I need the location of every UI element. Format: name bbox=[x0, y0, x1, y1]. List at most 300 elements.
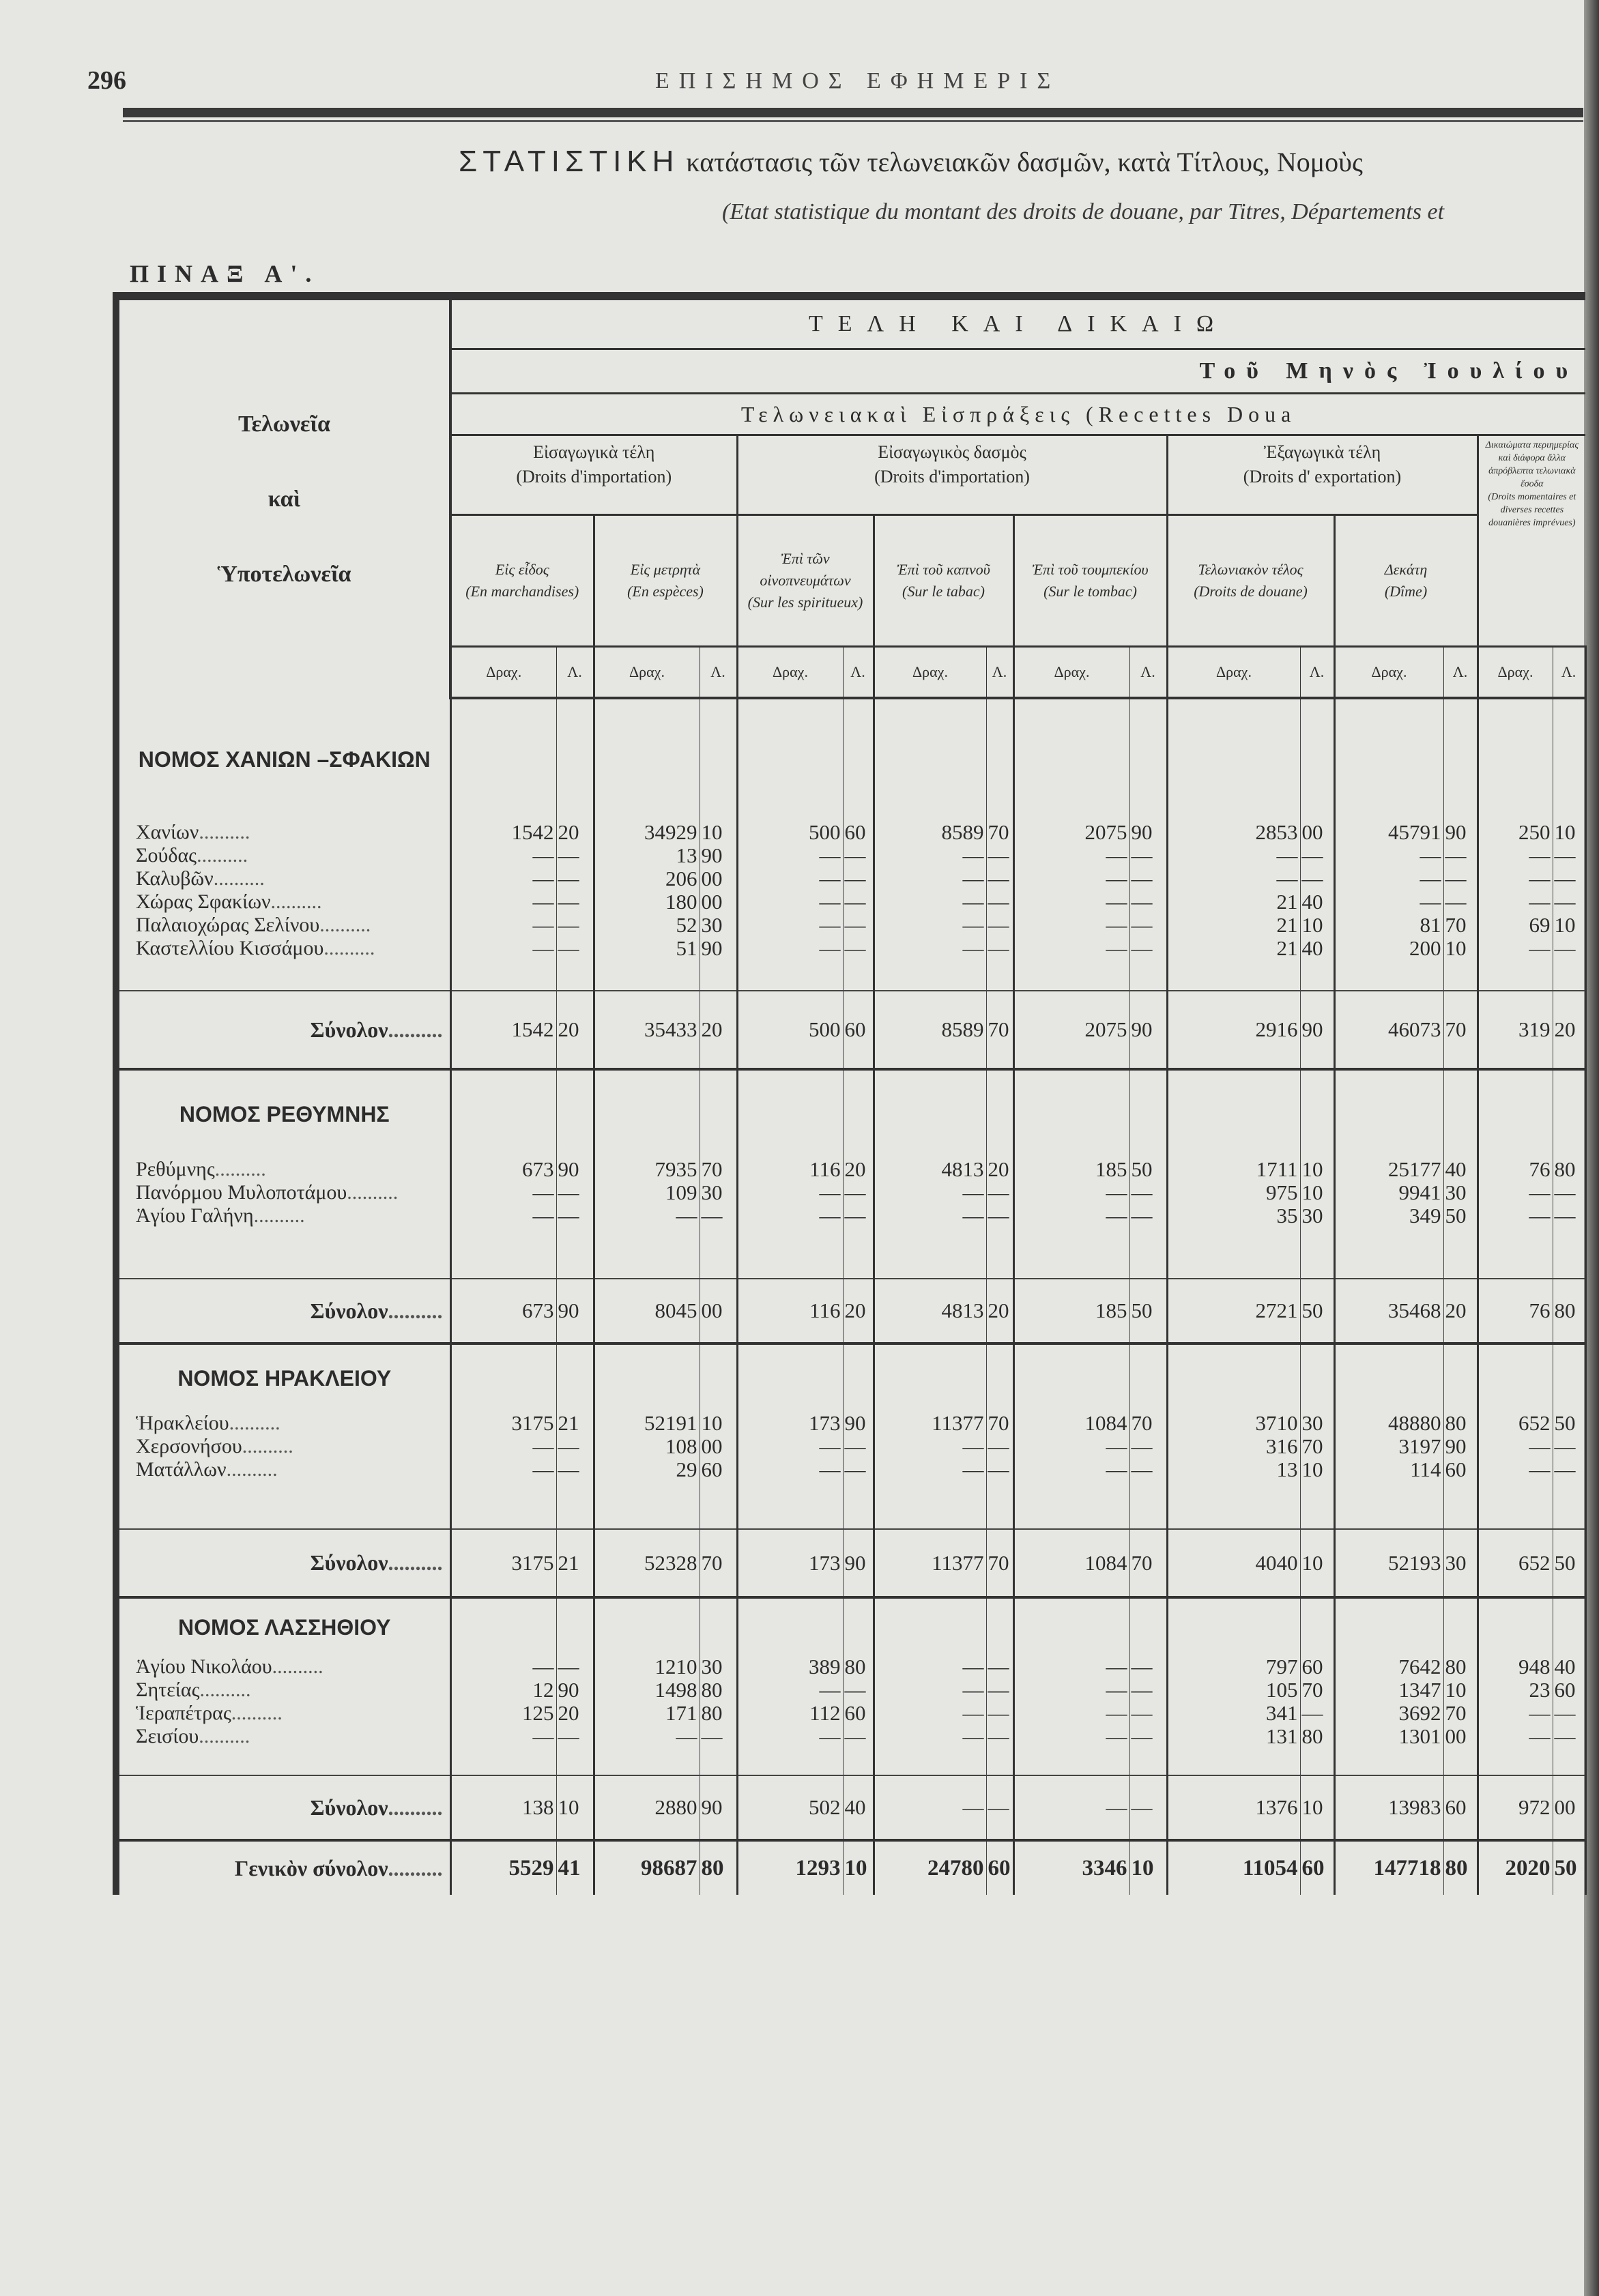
lepta-value: 40 bbox=[1300, 937, 1334, 960]
drachma-value: 1542 bbox=[450, 991, 556, 1069]
lepta-value: — bbox=[556, 937, 594, 960]
empty-cell bbox=[1013, 1227, 1129, 1279]
empty-cell bbox=[556, 1069, 594, 1158]
table-header bbox=[116, 296, 1585, 698]
header-label-line: Τελωνεῖα bbox=[238, 411, 330, 437]
drachma-value: 34929 bbox=[594, 821, 700, 844]
lepta-value: — bbox=[556, 1458, 594, 1481]
empty-cell bbox=[1478, 1227, 1553, 1279]
lepta-value: — bbox=[986, 1435, 1013, 1458]
lepta-value: — bbox=[986, 1679, 1013, 1702]
lepta-value: 10 bbox=[1553, 821, 1585, 844]
lepta-value: — bbox=[1553, 1458, 1585, 1481]
table-row bbox=[116, 844, 1585, 867]
subcolumn-header bbox=[594, 515, 737, 647]
lepta-value: — bbox=[1553, 844, 1585, 867]
drachma-value: 349 bbox=[1334, 1204, 1443, 1227]
office-name: Ρεθύμνης bbox=[136, 1158, 215, 1180]
lepta-value: 80 bbox=[1300, 1725, 1334, 1748]
drachma-value: 21 bbox=[1167, 937, 1300, 960]
empty-cell bbox=[843, 1069, 874, 1158]
empty-cell bbox=[1478, 960, 1553, 991]
unit-drachma: Δραχ. bbox=[1167, 647, 1300, 699]
lepta-value: 80 bbox=[1553, 1279, 1585, 1343]
subcolumn-header bbox=[1013, 515, 1167, 647]
lepta-value: 70 bbox=[700, 1158, 737, 1181]
unit-lepta: Λ. bbox=[1300, 647, 1334, 699]
drachma-value: — bbox=[1013, 1775, 1129, 1840]
empty-cell bbox=[1478, 698, 1553, 821]
drachma-value: 11054 bbox=[1167, 1840, 1300, 1895]
drachma-value: 131 bbox=[1167, 1725, 1300, 1748]
empty-cell bbox=[1553, 1481, 1585, 1529]
empty-cell bbox=[1334, 698, 1443, 821]
lepta-value: 90 bbox=[700, 937, 737, 960]
group-label: Ἐξαγωγικὰ τέλη bbox=[1263, 442, 1381, 462]
drachma-value: 2075 bbox=[1013, 821, 1129, 844]
drachma-value: — bbox=[1013, 1435, 1129, 1458]
drachma-value: — bbox=[1013, 890, 1129, 914]
subtotal-text: Σύνολον bbox=[310, 1298, 388, 1323]
leader-dots: .......... bbox=[199, 1725, 250, 1747]
title-rest: κατάστασις τῶν τελωνειακῶν δασμῶν, κατὰ Τίτλους, Νομοὺς bbox=[686, 147, 1363, 177]
leader-dots: .......... bbox=[388, 1855, 443, 1880]
drachma-value: 48880 bbox=[1334, 1412, 1443, 1435]
empty-cell bbox=[986, 960, 1013, 991]
subtotal-text: Σύνολον bbox=[310, 1017, 388, 1042]
subtotal-text: Σύνολον bbox=[310, 1550, 388, 1575]
document-subtitle: (Etat statistique du montant des droits de douane, par Titres, Départements et bbox=[722, 199, 1445, 224]
table-row bbox=[116, 1204, 1585, 1227]
subcolumn-header bbox=[1167, 515, 1334, 647]
lepta-value: — bbox=[556, 914, 594, 937]
empty-cell bbox=[986, 1343, 1013, 1412]
lepta-value: 90 bbox=[1300, 991, 1334, 1069]
leader-dots: .......... bbox=[214, 1158, 266, 1180]
nomos-header-row bbox=[116, 1343, 1585, 1412]
lepta-value: 20 bbox=[556, 991, 594, 1069]
drachma-value: 4813 bbox=[874, 1279, 986, 1343]
lepta-value: 20 bbox=[843, 1279, 874, 1343]
drachma-value: — bbox=[594, 1725, 700, 1748]
leader-dots: .......... bbox=[388, 1017, 443, 1042]
lepta-value: 60 bbox=[1300, 1840, 1334, 1895]
drachma-value: — bbox=[450, 890, 556, 914]
empty-cell bbox=[556, 1481, 594, 1529]
lepta-value: — bbox=[700, 1204, 737, 1227]
drachma-value: 319 bbox=[1478, 991, 1553, 1069]
empty-cell bbox=[1553, 1343, 1585, 1412]
lepta-value: — bbox=[986, 914, 1013, 937]
unit-lepta: Λ. bbox=[1443, 647, 1478, 699]
drachma-value: 1711 bbox=[1167, 1158, 1300, 1181]
drachma-value: — bbox=[874, 1702, 986, 1725]
drachma-value: — bbox=[737, 914, 843, 937]
empty-cell bbox=[1553, 698, 1585, 821]
lepta-value: — bbox=[556, 890, 594, 914]
drachma-value: 673 bbox=[450, 1158, 556, 1181]
lepta-value: 70 bbox=[986, 1529, 1013, 1597]
empty-cell bbox=[594, 960, 700, 991]
drachma-value: — bbox=[1478, 1181, 1553, 1204]
customs-office-name bbox=[116, 1725, 450, 1748]
customs-office-name bbox=[116, 1679, 450, 1702]
drachma-value: 35433 bbox=[594, 991, 700, 1069]
lepta-value: 00 bbox=[700, 1435, 737, 1458]
drachma-value: 8589 bbox=[874, 991, 986, 1069]
lepta-value: — bbox=[1129, 1181, 1167, 1204]
lepta-value: 50 bbox=[1129, 1279, 1167, 1343]
empty-cell bbox=[700, 1597, 737, 1655]
lepta-value: 70 bbox=[1443, 991, 1478, 1069]
leader-dots: .......... bbox=[319, 914, 371, 936]
drachma-value: 13983 bbox=[1334, 1775, 1443, 1840]
empty-cell bbox=[1443, 1481, 1478, 1529]
drachma-value: 2020 bbox=[1478, 1840, 1553, 1895]
unit-drachma: Δραχ. bbox=[1334, 647, 1443, 699]
drachma-value: — bbox=[1478, 1435, 1553, 1458]
drachma-value: 125 bbox=[450, 1702, 556, 1725]
empty-cell bbox=[450, 1597, 556, 1655]
lepta-value: 41 bbox=[556, 1840, 594, 1895]
drachma-value: — bbox=[1013, 1725, 1129, 1748]
drachma-value: — bbox=[1013, 1655, 1129, 1679]
lepta-value: — bbox=[986, 1702, 1013, 1725]
unit-drachma: Δραχ. bbox=[737, 647, 843, 699]
lepta-value: — bbox=[1129, 844, 1167, 867]
lepta-value: 90 bbox=[556, 1679, 594, 1702]
empty-cell bbox=[1167, 960, 1300, 991]
lepta-value: — bbox=[1129, 1435, 1167, 1458]
group-label-fr: (Droits d' exportation) bbox=[1243, 467, 1402, 486]
lepta-value: 10 bbox=[700, 821, 737, 844]
lepta-value: 20 bbox=[1443, 1279, 1478, 1343]
empty-cell bbox=[737, 960, 843, 991]
drachma-value: — bbox=[874, 1775, 986, 1840]
lepta-value: — bbox=[1129, 1204, 1167, 1227]
unit-lepta: Λ. bbox=[1553, 647, 1585, 699]
lepta-value: 70 bbox=[1300, 1435, 1334, 1458]
gazette-title: ΕΠΙΣΗΜΟΣ ΕΦΗΜΕΡΙΣ bbox=[655, 68, 1061, 93]
drachma-value: 500 bbox=[737, 991, 843, 1069]
nomos-header-row bbox=[116, 698, 1585, 821]
drachma-value: 105 bbox=[1167, 1679, 1300, 1702]
lepta-value: 70 bbox=[1129, 1529, 1167, 1597]
empty-cell bbox=[1013, 698, 1129, 821]
table-row bbox=[116, 1158, 1585, 1181]
drachma-value: — bbox=[1167, 867, 1300, 890]
lepta-value: 60 bbox=[700, 1458, 737, 1481]
lepta-value: — bbox=[1300, 844, 1334, 867]
leader-dots: .......... bbox=[270, 890, 322, 913]
drachma-value: 1293 bbox=[737, 1840, 843, 1895]
drachma-value: — bbox=[874, 937, 986, 960]
lepta-value: 50 bbox=[1553, 1529, 1585, 1597]
subcolumn-label-fr: (Droits de douane) bbox=[1194, 583, 1308, 600]
drachma-value: — bbox=[1013, 867, 1129, 890]
drachma-value: 185 bbox=[1013, 1158, 1129, 1181]
lepta-value: — bbox=[1443, 844, 1478, 867]
drachma-value: 3175 bbox=[450, 1529, 556, 1597]
lepta-value: 80 bbox=[700, 1840, 737, 1895]
drachma-value: 4040 bbox=[1167, 1529, 1300, 1597]
lepta-value: — bbox=[843, 1725, 874, 1748]
drachma-value: — bbox=[874, 1725, 986, 1748]
empty-cell bbox=[1300, 1069, 1334, 1158]
empty-cell bbox=[1013, 1748, 1129, 1775]
drachma-value: 69 bbox=[1478, 914, 1553, 937]
drachma-value: — bbox=[874, 1181, 986, 1204]
drachma-value: 76 bbox=[1478, 1279, 1553, 1343]
empty-cell bbox=[874, 1597, 986, 1655]
lepta-value: 00 bbox=[1443, 1725, 1478, 1748]
drachma-value: 109 bbox=[594, 1181, 700, 1204]
empty-cell bbox=[1553, 1597, 1585, 1655]
drachma-value: — bbox=[1334, 867, 1443, 890]
subcolumn-label: Δεκάτη bbox=[1384, 561, 1428, 578]
drachma-value: 185 bbox=[1013, 1279, 1129, 1343]
drachma-value: 4813 bbox=[874, 1158, 986, 1181]
lepta-value: 50 bbox=[1300, 1279, 1334, 1343]
table-label: ΠΙΝΑΞ Α'. bbox=[130, 260, 320, 287]
empty-cell bbox=[843, 960, 874, 991]
office-name: Ἁγίου Νικολάου bbox=[136, 1655, 272, 1678]
lepta-value: 60 bbox=[843, 991, 874, 1069]
lepta-value: 70 bbox=[986, 991, 1013, 1069]
drachma-value: 11377 bbox=[874, 1412, 986, 1435]
unit-lepta: Λ. bbox=[986, 647, 1013, 699]
lepta-value: 30 bbox=[700, 1655, 737, 1679]
empty-cell bbox=[556, 1343, 594, 1412]
spacer-row bbox=[116, 960, 1585, 991]
drachma-value: — bbox=[1478, 844, 1553, 867]
customs-office-name bbox=[116, 1158, 450, 1181]
group-label: Εἰσαγωγικὰ τέλη bbox=[533, 442, 655, 462]
empty-cell bbox=[874, 1343, 986, 1412]
header-rule bbox=[123, 108, 1583, 117]
lepta-value: 10 bbox=[1300, 1775, 1334, 1840]
unit-lepta: Λ. bbox=[556, 647, 594, 699]
drachma-value: — bbox=[450, 1725, 556, 1748]
lepta-value: — bbox=[843, 867, 874, 890]
empty-cell bbox=[700, 1069, 737, 1158]
empty-cell bbox=[1334, 1748, 1443, 1775]
empty-cell bbox=[1129, 1069, 1167, 1158]
lepta-value: 20 bbox=[700, 991, 737, 1069]
lepta-value: — bbox=[1129, 867, 1167, 890]
drachma-value: — bbox=[1478, 937, 1553, 960]
empty-cell bbox=[1129, 1481, 1167, 1529]
drachma-value: 138 bbox=[450, 1775, 556, 1840]
lepta-value: — bbox=[556, 1204, 594, 1227]
statistics-table-container bbox=[113, 292, 1583, 1895]
month-caption: Τοῦ Μηνὸς Ἰουλίου bbox=[450, 349, 1585, 394]
drachma-value: — bbox=[1334, 890, 1443, 914]
nomos-name: ΝΟΜΟΣ ΡΕΘΥΜΝΗΣ bbox=[116, 1069, 450, 1158]
customs-office-name bbox=[116, 1435, 450, 1458]
leader-dots: .......... bbox=[347, 1181, 399, 1204]
empty-cell bbox=[737, 1748, 843, 1775]
drachma-value: 652 bbox=[1478, 1412, 1553, 1435]
lepta-value: — bbox=[556, 1181, 594, 1204]
drachma-value: — bbox=[737, 1204, 843, 1227]
lepta-value: — bbox=[843, 1435, 874, 1458]
drachma-value: 1084 bbox=[1013, 1529, 1129, 1597]
lepta-value: 70 bbox=[1129, 1412, 1167, 1435]
empty-cell bbox=[874, 1069, 986, 1158]
lepta-value: — bbox=[843, 937, 874, 960]
empty-cell bbox=[1443, 698, 1478, 821]
spacer-row bbox=[116, 1481, 1585, 1529]
spacer-row bbox=[116, 1227, 1585, 1279]
grand-total-text: Γενικὸν σύνολον bbox=[234, 1855, 388, 1880]
lepta-value: 10 bbox=[1300, 1181, 1334, 1204]
empty-cell bbox=[986, 1069, 1013, 1158]
spacer-row bbox=[116, 1748, 1585, 1775]
drachma-value: 13 bbox=[594, 844, 700, 867]
empty-cell bbox=[737, 698, 843, 821]
empty-cell bbox=[1443, 1069, 1478, 1158]
empty-cell bbox=[1478, 1481, 1553, 1529]
unit-drachma: Δραχ. bbox=[594, 647, 700, 699]
lepta-value: 20 bbox=[986, 1279, 1013, 1343]
office-name: Πανόρμου Μυλοποτάμου bbox=[136, 1181, 347, 1204]
empty-cell bbox=[556, 1227, 594, 1279]
lepta-value: — bbox=[843, 914, 874, 937]
office-name: Ἁγίου Γαλήνη bbox=[136, 1204, 254, 1227]
customs-office-name bbox=[116, 1204, 450, 1227]
lepta-value: 60 bbox=[986, 1840, 1013, 1895]
nomos-header-row bbox=[116, 1597, 1585, 1655]
customs-office-name bbox=[116, 1181, 450, 1204]
group-label-fr: (Droits momentaires et diverses recettes douanières imprévues) bbox=[1488, 492, 1576, 528]
lepta-value: — bbox=[1129, 1775, 1167, 1840]
subcolumn-header bbox=[450, 515, 594, 647]
lepta-value: 10 bbox=[1443, 937, 1478, 960]
lepta-value: — bbox=[1553, 1702, 1585, 1725]
lepta-value: — bbox=[1553, 937, 1585, 960]
subcolumn-label-fr: (En espèces) bbox=[627, 583, 704, 600]
subcolumn-label-fr: (Sur les spiritueux) bbox=[747, 594, 863, 611]
spacer-cell bbox=[116, 1481, 450, 1529]
grand-total-row bbox=[116, 1840, 1585, 1895]
empty-cell bbox=[874, 960, 986, 991]
lepta-value: 80 bbox=[700, 1679, 737, 1702]
lepta-value: 10 bbox=[1129, 1840, 1167, 1895]
empty-cell bbox=[1334, 1481, 1443, 1529]
customs-office-name bbox=[116, 867, 450, 890]
subcolumn-header bbox=[1334, 515, 1478, 647]
leader-dots: .......... bbox=[388, 1550, 443, 1575]
drachma-value: 24780 bbox=[874, 1840, 986, 1895]
empty-cell bbox=[1334, 1069, 1443, 1158]
nomos-name: ΝΟΜΟΣ ΧΑΝΙΩΝ –ΣΦΑΚΙΩΝ bbox=[116, 698, 450, 821]
table-row bbox=[116, 890, 1585, 914]
lepta-value: 10 bbox=[843, 1840, 874, 1895]
lepta-value: 60 bbox=[1300, 1655, 1334, 1679]
lepta-value: — bbox=[1129, 937, 1167, 960]
drachma-value: 52191 bbox=[594, 1412, 700, 1435]
drachma-value: 2916 bbox=[1167, 991, 1300, 1069]
lepta-value: 70 bbox=[986, 1412, 1013, 1435]
empty-cell bbox=[1443, 1227, 1478, 1279]
lepta-value: 80 bbox=[1443, 1412, 1478, 1435]
leader-dots: .......... bbox=[213, 867, 265, 890]
drachma-value: — bbox=[874, 1655, 986, 1679]
table-row bbox=[116, 1702, 1585, 1725]
lepta-value: — bbox=[556, 844, 594, 867]
lepta-value: — bbox=[1553, 1204, 1585, 1227]
empty-cell bbox=[1443, 1597, 1478, 1655]
lepta-value: — bbox=[1129, 914, 1167, 937]
lepta-value: 00 bbox=[1300, 821, 1334, 844]
empty-cell bbox=[1478, 1069, 1553, 1158]
leader-dots: .......... bbox=[272, 1655, 323, 1678]
drachma-value: 35 bbox=[1167, 1204, 1300, 1227]
empty-cell bbox=[556, 1597, 594, 1655]
drachma-value: — bbox=[450, 1181, 556, 1204]
drachma-value: 9941 bbox=[1334, 1181, 1443, 1204]
unit-lepta: Λ. bbox=[700, 647, 737, 699]
table-row bbox=[116, 1655, 1585, 1679]
leader-dots: .......... bbox=[242, 1435, 293, 1457]
lepta-value: 30 bbox=[1300, 1412, 1334, 1435]
drachma-value: — bbox=[874, 1435, 986, 1458]
empty-cell bbox=[1478, 1748, 1553, 1775]
lepta-value: 10 bbox=[1300, 1158, 1334, 1181]
subtotal-row bbox=[116, 1529, 1585, 1597]
lepta-value: — bbox=[1553, 867, 1585, 890]
empty-cell bbox=[1334, 1597, 1443, 1655]
empty-cell bbox=[594, 1069, 700, 1158]
drachma-value: 797 bbox=[1167, 1655, 1300, 1679]
lepta-value: — bbox=[986, 867, 1013, 890]
drachma-value: — bbox=[737, 844, 843, 867]
drachma-value: — bbox=[450, 937, 556, 960]
drachma-value: — bbox=[737, 1725, 843, 1748]
empty-cell bbox=[1129, 1227, 1167, 1279]
lepta-value: — bbox=[556, 1655, 594, 1679]
lepta-value: — bbox=[843, 1679, 874, 1702]
lepta-value: — bbox=[843, 1181, 874, 1204]
lepta-value: 20 bbox=[843, 1158, 874, 1181]
lepta-value: — bbox=[1443, 867, 1478, 890]
lepta-value: 20 bbox=[556, 1702, 594, 1725]
drachma-value: — bbox=[874, 890, 986, 914]
drachma-value: 972 bbox=[1478, 1775, 1553, 1840]
empty-cell bbox=[450, 1343, 556, 1412]
empty-cell bbox=[556, 960, 594, 991]
lepta-value: 90 bbox=[843, 1529, 874, 1597]
drachma-value: 116 bbox=[737, 1279, 843, 1343]
drachma-value: 3197 bbox=[1334, 1435, 1443, 1458]
group-import-fees bbox=[450, 435, 737, 515]
drachma-value: 1498 bbox=[594, 1679, 700, 1702]
drachma-value: 112 bbox=[737, 1702, 843, 1725]
lepta-value: — bbox=[1553, 1725, 1585, 1748]
drachma-value: — bbox=[737, 937, 843, 960]
lepta-value: 10 bbox=[1300, 914, 1334, 937]
statistics-table bbox=[113, 292, 1587, 1895]
nomos-header-row bbox=[116, 1069, 1585, 1158]
table-body bbox=[116, 698, 1585, 1895]
header-label-line: καὶ bbox=[268, 486, 301, 512]
lepta-value: 21 bbox=[556, 1529, 594, 1597]
lepta-value: — bbox=[986, 1458, 1013, 1481]
drachma-value: 21 bbox=[1167, 914, 1300, 937]
drachma-value: — bbox=[450, 1435, 556, 1458]
empty-cell bbox=[1334, 960, 1443, 991]
